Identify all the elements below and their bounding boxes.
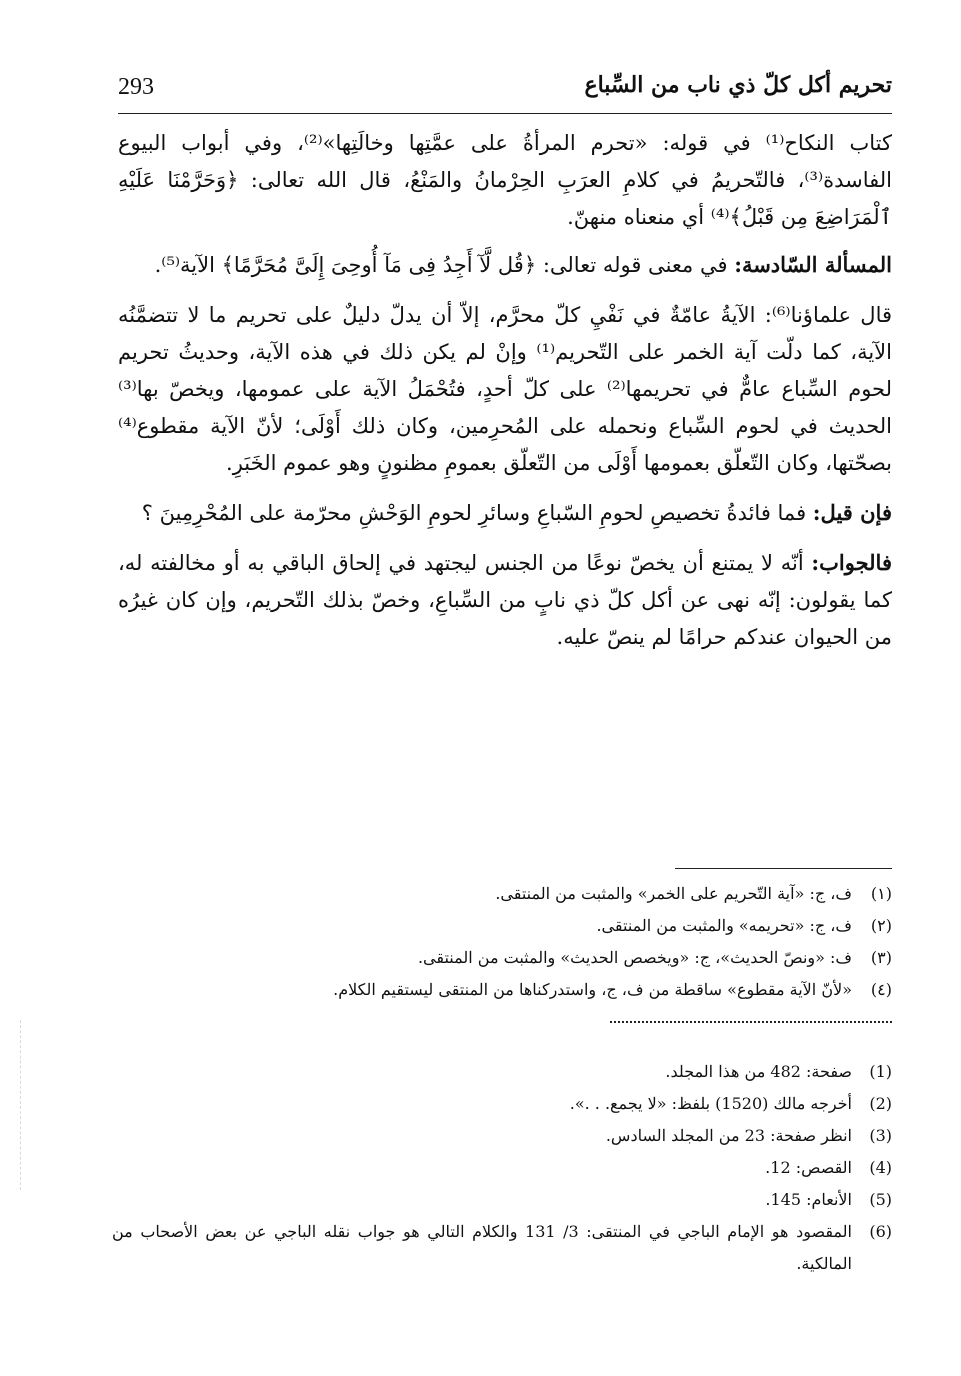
paragraph-text: في معنى قوله تعالى: ﴿قُل لَّآ أَجِدُ فِى مَآ أُوحِىَ إِلَىَّ مُحَرَّمًا﴾ الآية⁽⁵⁾. <box>154 253 735 277</box>
footnote-number: (٣) <box>870 948 892 967</box>
editor-footnotes <box>112 878 892 1006</box>
footnote <box>112 1152 892 1184</box>
footnote-text: ف، ج: «تحريمه» والمثبت من المنتقى. <box>596 916 852 935</box>
footnote-number: (١) <box>870 884 892 903</box>
footnote-text: ف، ج: «آية التّحريم على الخمر» والمثبت من المنتقى. <box>495 884 852 903</box>
paragraph-text: أنّه لا يمتنع أن يخصّ نوعًا من الجنس ليجتهد في إلحاق الباقي به أو مخالفته له، كما يقولون: إنّه نهى عن أكل كلّ ذي نابٍ من السِّباعِ، وخصّ بذلك التّحريم، وإن كان غيرُه من الحيوان عندكم حرامًا لم ينصّ عليه. <box>118 551 892 649</box>
paragraph-lead: المسألة السّادسة: <box>734 252 892 277</box>
footnote-rule <box>675 868 892 869</box>
footnote <box>112 1120 892 1152</box>
paragraph-2 <box>118 246 892 284</box>
footnote-number: (5) <box>869 1190 892 1209</box>
paragraph-5 <box>118 544 892 656</box>
footnote-text: القصص: 12. <box>765 1158 852 1177</box>
footnote-number: (٢) <box>870 916 892 935</box>
footnote-number: (1) <box>869 1062 892 1081</box>
paragraph-lead: فإن قيل: <box>812 500 892 525</box>
footnote-number: (4) <box>869 1158 892 1177</box>
paragraph-text: فما فائدةُ تخصيصِ لحومِ السّباعِ وسائرِ لحومِ الوَحْشِ محرّمة على المُحْرِمِينَ ؟ <box>141 501 813 525</box>
footnote-number: (3) <box>869 1126 892 1145</box>
source-footnotes <box>112 1056 892 1280</box>
paragraph-text: كتاب النكاح⁽¹⁾ في قوله: «تحرم المرأةُ على عمَّتِها وخالَتِها»⁽²⁾، وفي أبواب البيوع الفاسدة⁽³⁾، فالتّحريمُ في كلامِ العرَبِ الحِرْمانُ والمَنْعُ، قال الله تعالى: ﴿وَحَرَّمْنَا عَلَيْهِ ٱلْمَرَاضِعَ مِن قَبْلُ﴾⁽⁴⁾ أي منعناه منهنّ. <box>118 131 892 229</box>
paragraph-text: قال علماؤنا⁽⁶⁾: الآيةُ عامّةٌ في نَفْيِ كلّ محرَّم، إلاّ أن يدلّ دليلٌ على تحريم ما لا تتضمَّنُه الآية، كما دلّت آية الخمر على التّحريم⁽¹⁾ وإنْ لم يكن ذلك في هذه الآية، وحديثُ تحريم لحوم السِّباع عامٌّ في تحريمها⁽²⁾ على كلّ أحدٍ، فتُحْمَلُ الآية على عمومها، ويخصّ بها⁽³⁾ الحديث في لحوم السِّباع ونحمله على المُحرِمين، وكان ذلك أَوْلَى؛ لأنّ الآية مقطوع⁽⁴⁾ بصحّتها، وكان التّعلّق بعمومها أَوْلَى من التّعلّق بعمومِ مظنونٍ وهو عموم الخَبَرِ. <box>118 303 893 475</box>
page-number: 293 <box>118 74 154 100</box>
footnote <box>112 1088 892 1120</box>
footnote <box>112 1216 892 1280</box>
footnote-number: (٤) <box>870 980 892 999</box>
footnote-text: «لأنّ الآية مقطوع» ساقطة من ف، ج، واستدركناها من المنتقى ليستقيم الكلام. <box>333 980 852 999</box>
page-header <box>118 70 892 114</box>
main-text <box>118 124 892 668</box>
footnote <box>112 1184 892 1216</box>
paragraph-lead: فالجواب: <box>811 550 892 575</box>
footnote <box>112 974 892 1006</box>
footnote-text: المقصود هو الإمام الباجي في المنتقى: 3/ 131 والكلام التالي هو جواب نقله الباجي عن بعض الأصحاب من المالكية. <box>112 1222 852 1273</box>
footnote-text: انظر صفحة: 23 من المجلد السادس. <box>605 1126 852 1145</box>
footnote <box>112 942 892 974</box>
footnote-text: صفحة: 482 من هذا المجلد. <box>665 1062 852 1081</box>
dotted-separator <box>610 1021 892 1043</box>
footnote-number: (6) <box>869 1222 892 1241</box>
running-title: تحريم أكل كلّ ذي ناب من السِّباع <box>584 72 892 98</box>
footnote <box>112 910 892 942</box>
paragraph-1 <box>118 124 892 236</box>
footnote <box>112 1056 892 1088</box>
paragraph-4 <box>118 494 892 532</box>
footnote-number: (2) <box>869 1094 892 1113</box>
footnote-text: ف: «ونصّ الحديث»، ج: «ويخصص الحديث» والمثبت من المنتقى. <box>417 948 852 967</box>
footnote-text: الأنعام: 145. <box>765 1190 852 1209</box>
paragraph-3 <box>118 296 892 482</box>
header-rule <box>118 113 892 114</box>
scan-margin-mark <box>20 1020 21 1190</box>
footnote <box>112 878 892 910</box>
footnote-text: أخرجه مالك (1520) بلفظ: «لا يجمع. . .». <box>569 1094 852 1113</box>
